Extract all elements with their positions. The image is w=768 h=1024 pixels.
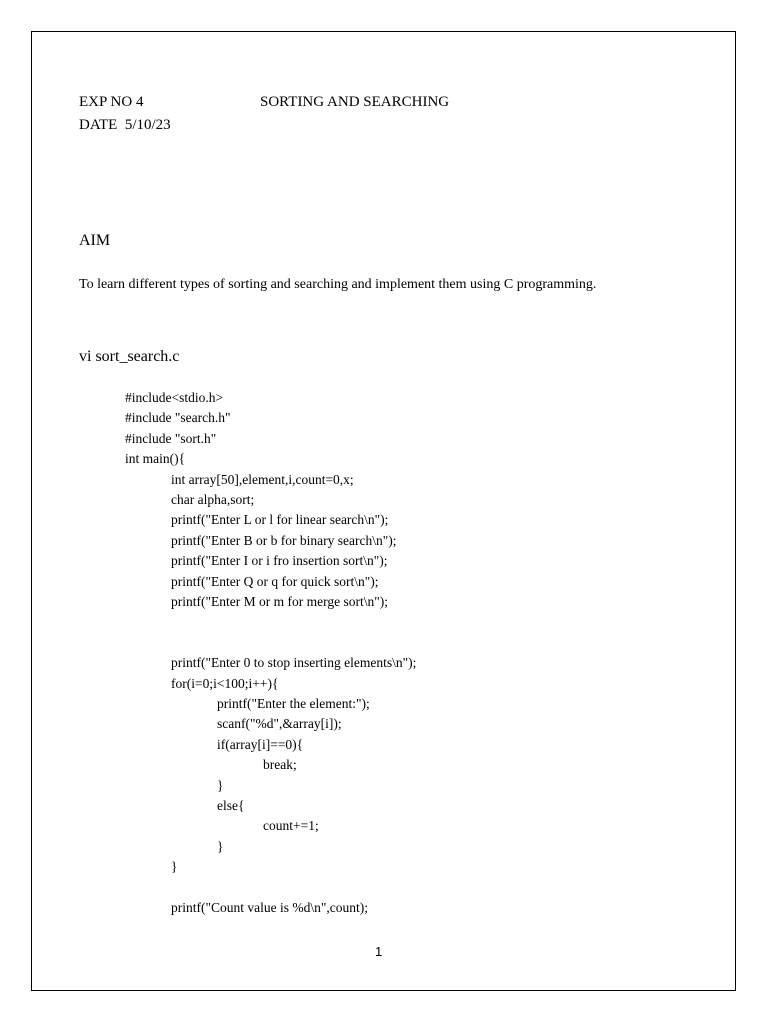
code-line: if(array[i]==0){ [217,736,304,752]
exp-number: EXP NO 4 [79,94,144,110]
document-title: SORTING AND SEARCHING [260,94,450,110]
code-line: int main(){ [125,451,186,467]
code-line: char alpha,sort; [171,492,255,507]
file-heading: vi sort_search.c [79,348,180,365]
code-line: printf("Enter 0 to stop inserting elements\n"); [171,655,417,671]
code-line: printf("Enter B or b for binary search\n"); [171,532,397,548]
code-line: printf("Count value is %d\n",count); [171,900,368,915]
document-date: DATE 5/10/23 [79,117,171,133]
document-page [31,31,736,991]
code-line: printf("Enter L or l for linear search\n"); [171,512,389,528]
code-line: } [217,777,224,793]
aim-text: To learn different types of sorting and searching and implement them using C programming. [79,277,597,292]
aim-heading: AIM [79,232,111,249]
code-line: } [217,838,224,854]
code-line: break; [263,757,297,773]
code-line: scanf("%d",&array[i]); [217,716,342,732]
code-line: printf("Enter I or i fro insertion sort\n"); [171,553,388,569]
code-line: #include<stdio.h> [125,390,224,405]
code-line: count+=1; [263,818,319,834]
code-line: printf("Enter the element:"); [217,696,370,711]
code-line: else{ [217,798,245,813]
code-line: } [171,859,178,875]
code-line: for(i=0;i<100;i++){ [171,675,279,691]
code-line: printf("Enter Q or q for quick sort\n"); [171,573,379,589]
page-number: 1 [375,944,383,959]
code-line: #include "search.h" [125,410,231,426]
code-line: int array[50],element,i,count=0,x; [171,471,354,487]
code-line: #include "sort.h" [125,430,217,446]
code-line: printf("Enter M or m for merge sort\n"); [171,594,388,609]
